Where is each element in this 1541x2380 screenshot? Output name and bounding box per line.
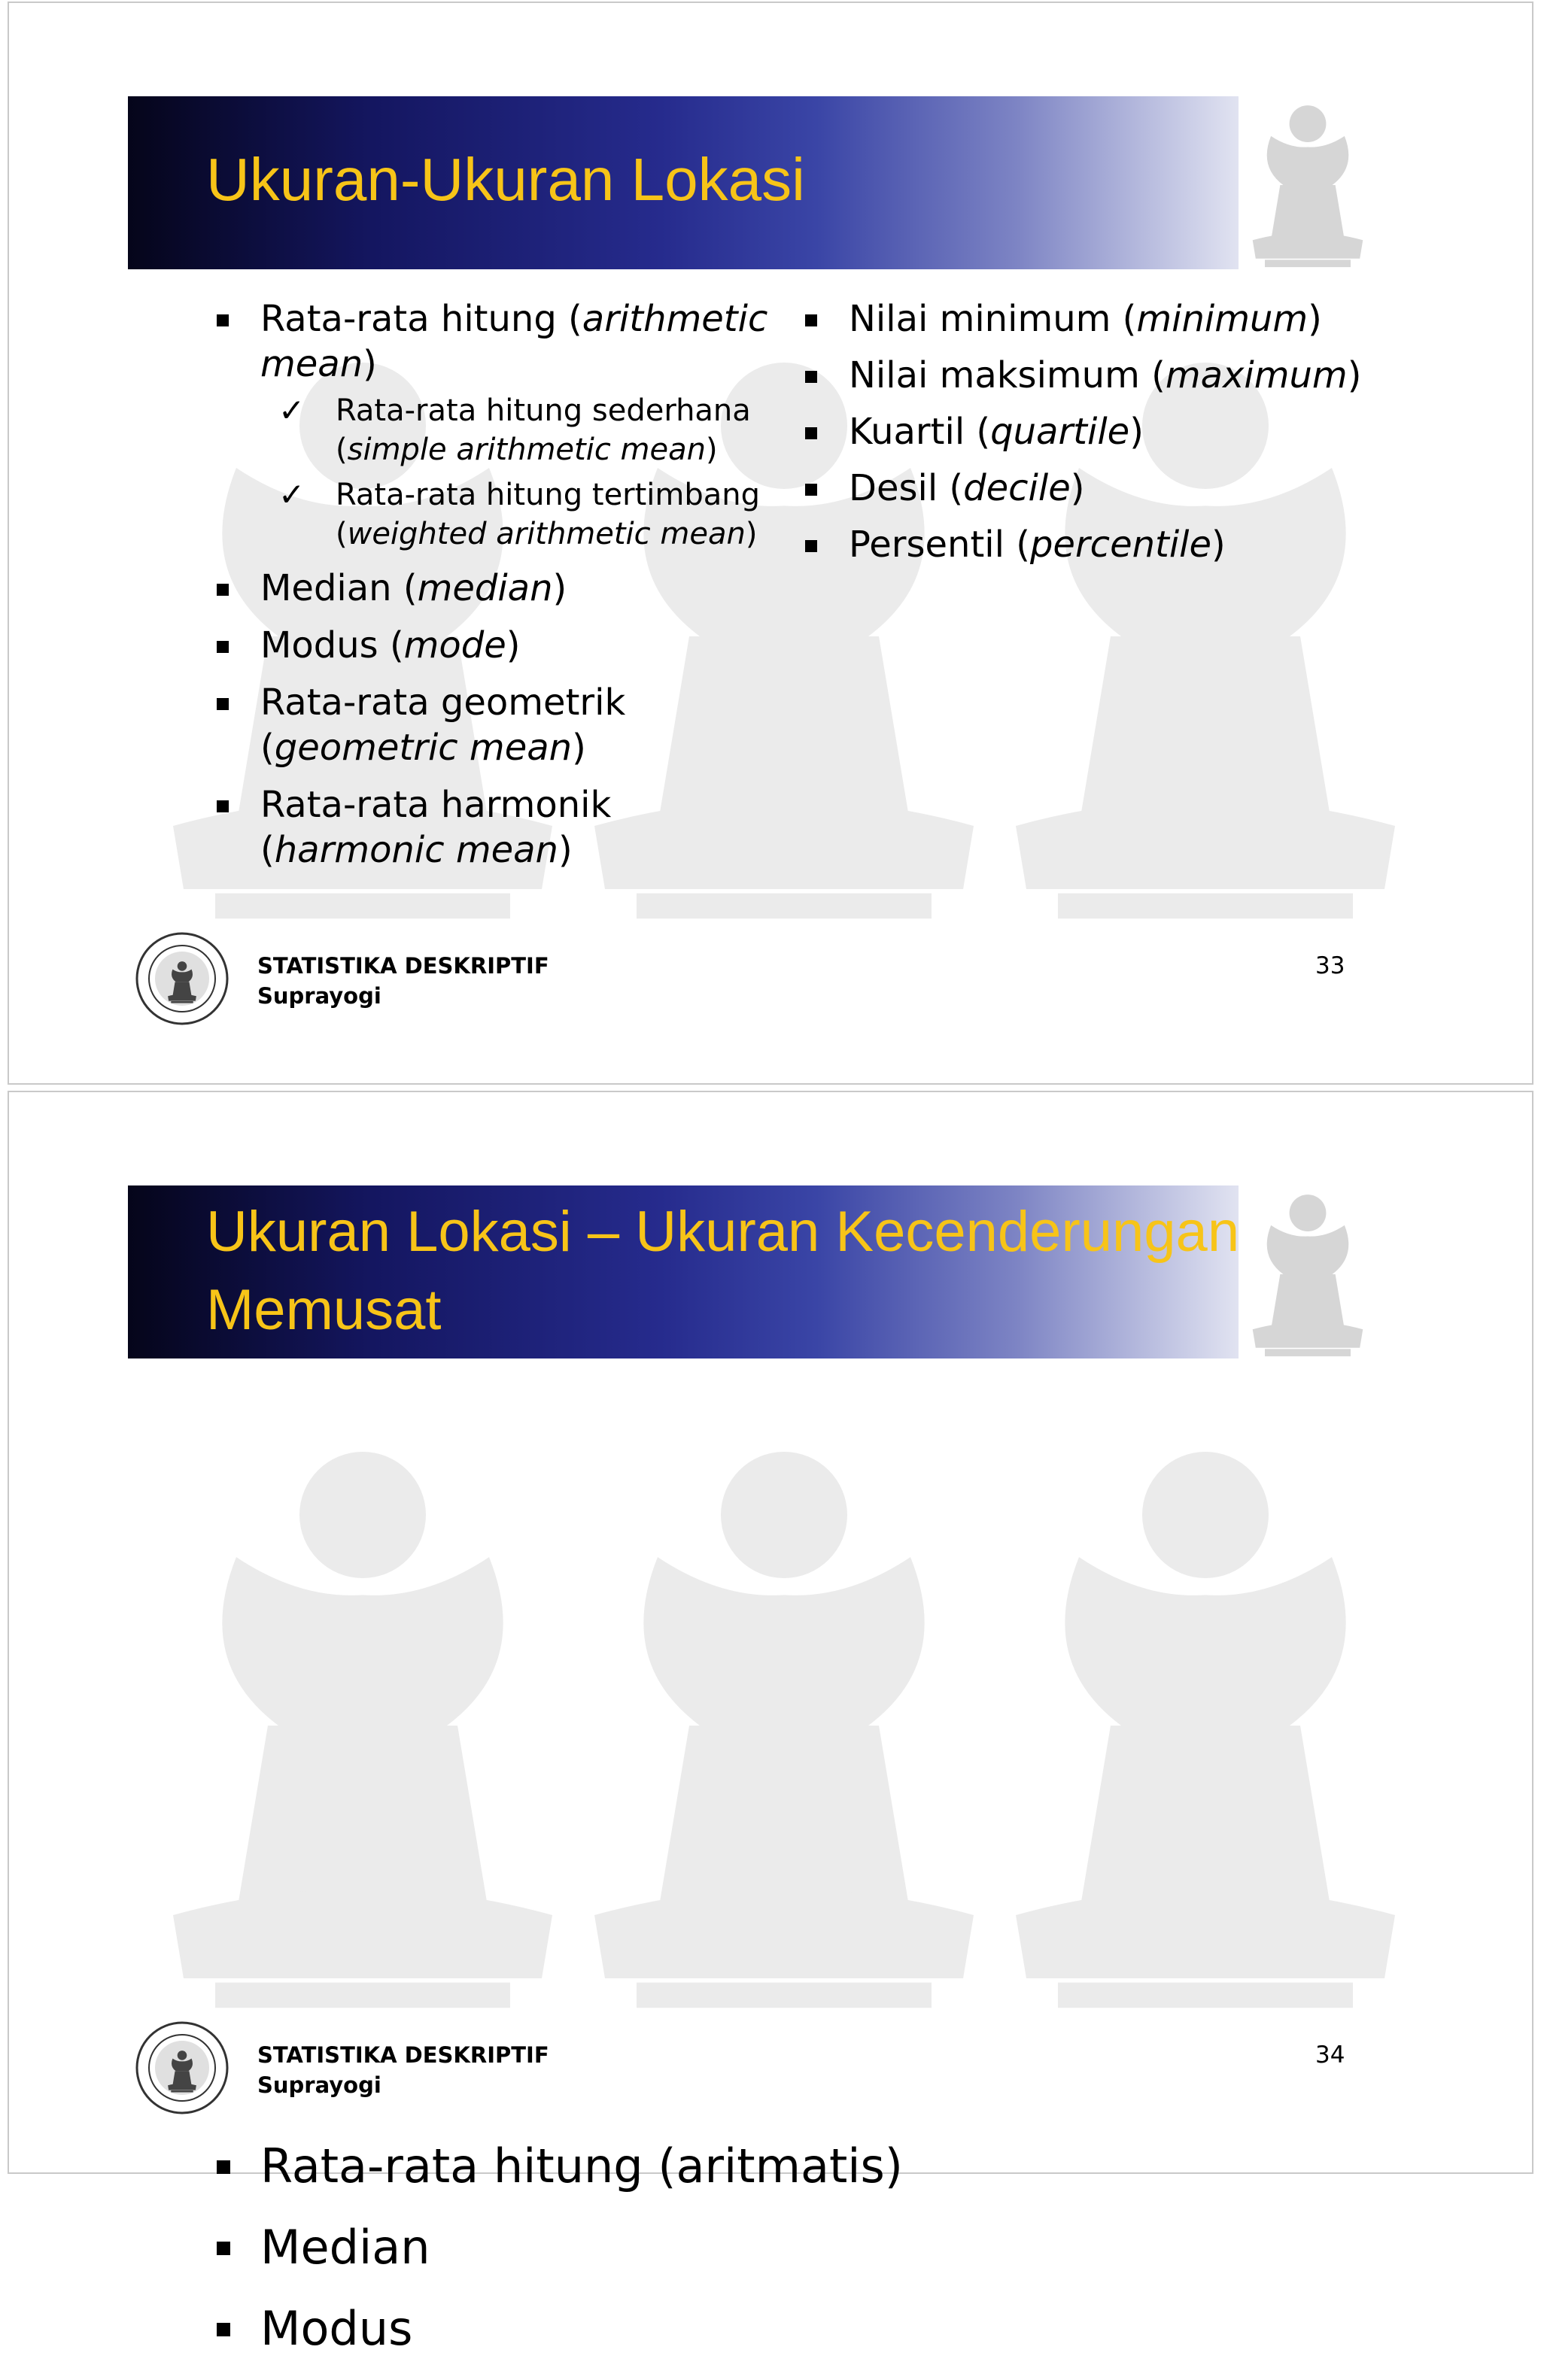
page-number: 33 bbox=[1315, 952, 1345, 979]
sub-list bbox=[260, 391, 770, 554]
slide-title: Ukuran Lokasi – Ukuran Kecenderungan Memusat bbox=[206, 1200, 1240, 1342]
list-item: Median (median) bbox=[214, 566, 770, 611]
bullet-list bbox=[214, 2136, 903, 2380]
footer-course: STATISTIKA DESKRIPTIF bbox=[257, 2042, 549, 2068]
square-bullet-icon bbox=[805, 484, 817, 496]
square-bullet-icon bbox=[217, 2323, 230, 2336]
square-bullet-icon bbox=[217, 698, 229, 710]
checkmark-icon: ✓ bbox=[278, 476, 305, 513]
square-bullet-icon bbox=[217, 2160, 230, 2174]
footer-course: STATISTIKA DESKRIPTIF bbox=[257, 953, 549, 979]
square-bullet-icon bbox=[217, 641, 229, 653]
list-item: Rata-rata hitung (arithmetic mean) ✓ Rata-rata hitung sederhana (simple arithmetic mean) ✓ Rata-rata hitung tertimbang (weighted arithmetic mean) bbox=[214, 296, 770, 554]
list-item: Nilai minimum (minimum) bbox=[802, 296, 1374, 342]
itb-seal-icon bbox=[133, 930, 231, 1028]
sub-list-item: ✓ Rata-rata hitung sederhana (simple arithmetic mean) bbox=[278, 392, 751, 467]
slide-33 bbox=[8, 2, 1533, 1085]
slide-title: Ukuran-Ukuran Lokasi bbox=[206, 146, 805, 213]
checkmark-icon: ✓ bbox=[278, 392, 305, 429]
square-bullet-icon bbox=[217, 584, 229, 596]
footer-author: Suprayogi bbox=[257, 2072, 381, 2098]
list-item: Desil (decile) bbox=[802, 466, 1374, 511]
slide-34 bbox=[8, 1091, 1533, 2356]
square-bullet-icon bbox=[217, 314, 229, 326]
list-item: Modus (mode) bbox=[214, 623, 770, 668]
list-item: Kuartil (quartile) bbox=[802, 409, 1374, 454]
list-item: Nilai maksimum (maximum) bbox=[802, 353, 1374, 398]
list-item: Persentil (percentile) bbox=[802, 522, 1374, 567]
list-item: Modus bbox=[214, 2299, 903, 2359]
square-bullet-icon bbox=[805, 371, 817, 383]
list-item: Rata-rata geometrik (geometric mean) bbox=[214, 680, 770, 770]
footer-author: Suprayogi bbox=[257, 983, 381, 1009]
ganesha-watermark-icon bbox=[152, 1416, 1401, 2063]
square-bullet-icon bbox=[805, 314, 817, 326]
itb-seal-icon bbox=[133, 2019, 231, 2117]
square-bullet-icon bbox=[805, 427, 817, 439]
square-bullet-icon bbox=[805, 540, 817, 552]
square-bullet-icon bbox=[217, 800, 229, 812]
square-bullet-icon bbox=[217, 2242, 230, 2255]
right-bullet-list bbox=[802, 296, 1374, 578]
list-item: Rata-rata harmonik (harmonic mean) bbox=[214, 782, 770, 873]
left-bullet-list bbox=[214, 296, 770, 885]
ganesha-corner-icon bbox=[1242, 99, 1374, 271]
list-item: Rata-rata hitung (aritmatis) bbox=[214, 2136, 903, 2196]
page-number: 34 bbox=[1315, 2042, 1345, 2069]
ganesha-corner-icon bbox=[1242, 1188, 1374, 1360]
sub-list-item: ✓ Rata-rata hitung tertimbang (weighted arithmetic mean) bbox=[278, 476, 761, 551]
list-item: Median bbox=[214, 2218, 903, 2278]
